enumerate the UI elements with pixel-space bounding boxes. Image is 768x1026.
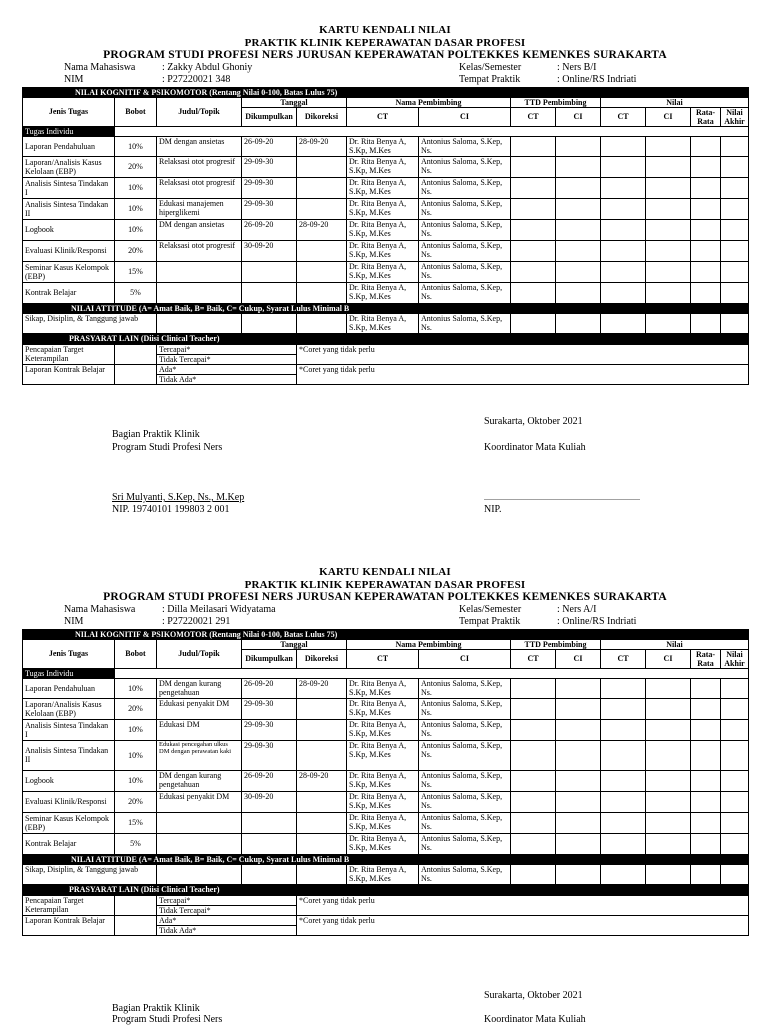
attitude-row: Sikap, Disiplin, & Tanggung jawab Dr. Rita Benya A, S.Kp, M.Kes Antonius Saloma, S.Kep, Ns. — [23, 313, 749, 333]
section-kognitif: NILAI KOGNITIF & PSIKOMOTOR (Rentang Nilai 0-100, Batas Lulus 75) — [23, 87, 749, 97]
hdr-dikoreksi: Dikoreksi — [297, 107, 347, 126]
table-row: Evaluasi Klinik/Responsi 20% Relaksasi otot progresif 30-09-20 Dr. Rita Benya A, S.Kp, M.Kes Antonius Saloma, S.Kep, Ns. — [23, 240, 749, 261]
hdr-ttd-ct: CT — [511, 649, 556, 668]
table-row: Laporan/Analisis Kasus Kelolaan (EBP) 20% Edukasi penyakit DM 29-09-30 Dr. Rita Benya A, S.Kp, M.Kes Antonius Saloma, S.Kep, Ns. — [23, 698, 749, 719]
nama-label: Nama Mahasiswa — [64, 603, 136, 615]
student-info — [22, 604, 748, 629]
hdr-nama-pembimbing: Nama Pembimbing — [347, 639, 511, 649]
tugas-individu-row: Tugas Individu — [23, 126, 749, 136]
hdr-nilai-akhir: Nilai Akhir — [721, 107, 749, 126]
score-card-2 — [22, 566, 748, 936]
table-row: Analisis Sintesa Tindakan II 10% Edukasi manajemen hiperglikemi 29-09-30 Dr. Rita Benya A, S.Kp, M.Kes Antonius Saloma, S.Kep, Ns. — [23, 198, 749, 219]
hdr-ci: CI — [419, 649, 511, 668]
hdr-nilai-ci: CI — [646, 107, 691, 126]
table-row: Kontrak Belajar 5% Dr. Rita Benya A, S.Kp, M.Kes Antonius Saloma, S.Kep, Ns. — [23, 282, 749, 303]
hdr-nilai-ci: CI — [646, 649, 691, 668]
hdr-ttd-ci: CI — [556, 107, 601, 126]
hdr-nilai-akhir: Nilai Akhir — [721, 649, 749, 668]
table-row: Seminar Kasus Kelompok (EBP) 15% Dr. Rita Benya A, S.Kp, M.Kes Antonius Saloma, S.Kep, Ns. — [23, 812, 749, 833]
attitude-row: Sikap, Disiplin, & Tanggung jawab Dr. Rita Benya A, S.Kp, M.Kes Antonius Saloma, S.Kep, Ns. — [23, 864, 749, 884]
hdr-ttd-ci: CI — [556, 649, 601, 668]
score-table — [22, 629, 749, 895]
card-program: PROGRAM STUDI PROFESI NERS JURUSAN KEPERAWATAN POLTEKKES KEMENKES SURAKARTA — [103, 591, 667, 603]
hdr-dikumpulkan: Dikumpulkan — [242, 649, 297, 668]
hdr-jenis-tugas: Jenis Tugas — [23, 97, 115, 126]
hdr-nilai: Nilai — [601, 97, 749, 107]
card-program: PROGRAM STUDI PROFESI NERS JURUSAN KEPERAWATAN POLTEKKES KEMENKES SURAKARTA — [103, 49, 667, 61]
hdr-ttd-pembimbing: TTD Pembimbing — [511, 97, 601, 107]
table-row: Analisis Sintesa Tindakan I 10% Edukasi DM 29-09-30 Dr. Rita Benya A, S.Kp, M.Kes Antonius Saloma, S.Kep, Ns. — [23, 719, 749, 740]
nim-label: NIM — [64, 615, 84, 627]
coordinator-nip: NIP. — [484, 504, 502, 515]
table-row: Kontrak Belajar 5% Dr. Rita Benya A, S.Kp, M.Kes Antonius Saloma, S.Kep, Ns. — [23, 833, 749, 854]
hdr-judul: Judul/Topik — [157, 97, 242, 126]
hdr-nama-pembimbing: Nama Pembimbing — [347, 97, 511, 107]
hdr-jenis-tugas: Jenis Tugas — [23, 639, 115, 668]
koordinator: Koordinator Mata Kuliah — [484, 1014, 586, 1025]
nim-label: NIM — [64, 73, 84, 85]
program-studi: Program Studi Profesi Ners — [112, 442, 223, 453]
koordinator: Koordinator Mata Kuliah — [484, 442, 586, 453]
table-row: Analisis Sintesa Tindakan II 10% Edukasi pencegahan ulkus DM dengan perawatan kaki 29-09-30 Dr. Rita Benya A, S.Kp, M.Kes Antonius Saloma, S.Kep, Ns. — [23, 740, 749, 770]
hdr-ct: CT — [347, 107, 419, 126]
hdr-bobot: Bobot — [115, 639, 157, 668]
hdr-ci: CI — [419, 107, 511, 126]
hdr-nilai-ct: CT — [601, 107, 646, 126]
score-card-1 — [22, 24, 748, 385]
prasyarat-table: Pencapaian Target Keterampilan Tercapai* *Coret yang tidak perlu Tidak Tercapai* Laporan Kontrak Belajar Ada* *Coret yang tidak perlu Tidak Ada* — [22, 895, 749, 936]
hdr-ct: CT — [347, 649, 419, 668]
card-subtitle: PRAKTIK KLINIK KEPERAWATAN DASAR PROFESI — [244, 578, 526, 591]
nim-value: : P27220021 348 — [162, 73, 231, 85]
hdr-nilai-ct: CT — [601, 649, 646, 668]
table-row: Laporan Pendahuluan 10% DM dengan ansietas 26-09-20 28-09-20 Dr. Rita Benya A, S.Kp, M.Kes Antonius Saloma, S.Kep, Ns. — [23, 136, 749, 156]
hdr-rata-rata: Rata-Rata — [691, 107, 721, 126]
tempat-label: Tempat Praktik — [459, 73, 521, 85]
section-attitude: NILAI ATTITUDE (A= Amat Baik, B= Baik, C= Cukup, Syarat Lulus Minimal B — [23, 303, 749, 313]
hdr-ttd-pembimbing: TTD Pembimbing — [511, 639, 601, 649]
hdr-dikumpulkan: Dikumpulkan — [242, 107, 297, 126]
table-row: Laporan/Analisis Kasus Kelolaan (EBP) 20% Relaksasi otot progresif 29-09-30 Dr. Rita Benya A, S.Kp, M.Kes Antonius Saloma, S.Kep, Ns. — [23, 156, 749, 177]
hdr-dikoreksi: Dikoreksi — [297, 649, 347, 668]
hdr-ttd-ct: CT — [511, 107, 556, 126]
card-title: KARTU KENDALI NILAI — [319, 24, 451, 36]
tempat-value: : Online/RS Indriati — [557, 615, 637, 627]
student-info — [22, 62, 748, 87]
table-row: Logbook 10% DM dengan ansietas 26-09-20 28-09-20 Dr. Rita Benya A, S.Kp, M.Kes Antonius Saloma, S.Kep, Ns. — [23, 219, 749, 240]
section-kognitif: NILAI KOGNITIF & PSIKOMOTOR (Rentang Nilai 0-100, Batas Lulus 75) — [23, 629, 749, 639]
program-studi: Program Studi Profesi Ners — [112, 1014, 223, 1025]
hdr-rata-rata: Rata-Rata — [691, 649, 721, 668]
score-table — [22, 87, 749, 344]
signatory-name: Sri Mulyanti, S.Kep, Ns., M.Kep — [112, 492, 245, 503]
card-title: KARTU KENDALI NILAI — [319, 566, 451, 578]
nama-value: : Dilla Meilasari Widyatama — [162, 603, 276, 615]
bagian-praktik: Bagian Praktik Klinik — [112, 1003, 200, 1014]
nama-label: Nama Mahasiswa — [64, 61, 136, 73]
kelas-label: Kelas/Semester — [459, 603, 522, 615]
table-row: Seminar Kasus Kelompok (EBP) 15% Dr. Rita Benya A, S.Kp, M.Kes Antonius Saloma, S.Kep, Ns. — [23, 261, 749, 282]
table-row: Logbook 10% DM dengan kurang pengetahuan 26-09-20 28-09-20 Dr. Rita Benya A, S.Kp, M.Kes Antonius Saloma, S.Kep, Ns. — [23, 770, 749, 791]
nama-value: : Zakky Abdul Ghoniy — [162, 61, 253, 73]
card-subtitle: PRAKTIK KLINIK KEPERAWATAN DASAR PROFESI — [244, 36, 526, 49]
hdr-tanggal: Tanggal — [242, 639, 347, 649]
signatory-nip: NIP. 19740101 199803 2 001 — [112, 504, 230, 515]
nim-value: : P27220021 291 — [162, 615, 231, 627]
kelas-label: Kelas/Semester — [459, 61, 522, 73]
prasyarat-table: Pencapaian Target Keterampilan Tercapai* *Coret yang tidak perlu Tidak Tercapai* Laporan Kontrak Belajar Ada* *Coret yang tidak perlu Tidak Ada* — [22, 344, 749, 385]
place-date: Surakarta, Oktober 2021 — [484, 990, 583, 1001]
table-row: Laporan Pendahuluan 10% DM dengan kurang pengetahuan 26-09-20 28-09-20 Dr. Rita Benya A, S.Kp, M.Kes Antonius Saloma, S.Kep, Ns. — [23, 678, 749, 698]
section-prasyarat: PRASYARAT LAIN (Diisi Clinical Teacher) — [23, 884, 749, 894]
hdr-nilai: Nilai — [601, 639, 749, 649]
kelas-value: : Ners A/I — [557, 603, 597, 615]
section-attitude: NILAI ATTITUDE (A= Amat Baik, B= Baik, C= Cukup, Syarat Lulus Minimal B — [23, 854, 749, 864]
tempat-label: Tempat Praktik — [459, 615, 521, 627]
kelas-value: : Ners B/I — [557, 61, 597, 73]
table-row: Evaluasi Klinik/Responsi 20% Edukasi penyakit DM 30-09-20 Dr. Rita Benya A, S.Kp, M.Kes Antonius Saloma, S.Kep, Ns. — [23, 791, 749, 812]
bagian-praktik: Bagian Praktik Klinik — [112, 429, 200, 440]
hdr-judul: Judul/Topik — [157, 639, 242, 668]
hdr-bobot: Bobot — [115, 97, 157, 126]
hdr-tanggal: Tanggal — [242, 97, 347, 107]
tugas-individu-row: Tugas Individu — [23, 668, 749, 678]
coordinator-signature-line: .............................................................................. — [484, 493, 640, 502]
section-prasyarat: PRASYARAT LAIN (Diisi Clinical Teacher) — [23, 333, 749, 343]
place-date: Surakarta, Oktober 2021 — [484, 416, 583, 427]
tempat-value: : Online/RS Indriati — [557, 73, 637, 85]
table-row: Analisis Sintesa Tindakan I 10% Relaksasi otot progresif 29-09-30 Dr. Rita Benya A, S.Kp, M.Kes Antonius Saloma, S.Kep, Ns. — [23, 177, 749, 198]
